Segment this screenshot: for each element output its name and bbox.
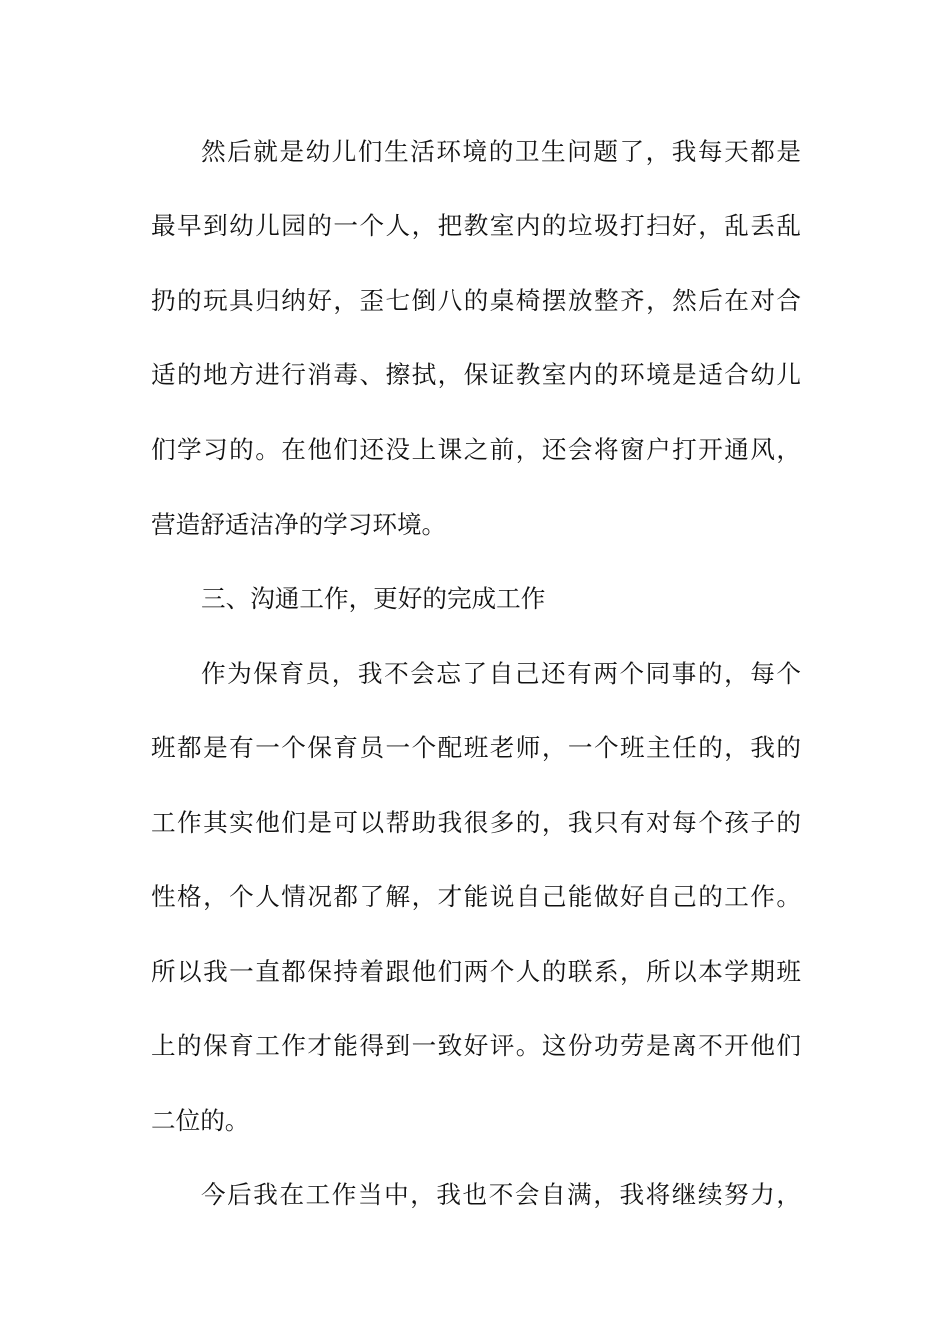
paragraph-line: 性格，个人情况都了解，才能说自己能做好自己的工作。 xyxy=(151,882,801,911)
paragraph-line: 工作其实他们是可以帮助我很多的，我只有对每个孩子的 xyxy=(151,808,801,837)
section-heading: 三、沟通工作，更好的完成工作 xyxy=(201,584,546,613)
paragraph-line: 们学习的。在他们还没上课之前，还会将窗户打开通风， xyxy=(151,435,801,464)
paragraph-line: 营造舒适洁净的学习环境。 xyxy=(151,510,447,539)
paragraph-line: 然后就是幼儿们生活环境的卫生问题了，我每天都是 xyxy=(201,137,801,166)
paragraph-line: 扔的玩具归纳好，歪七倒八的桌椅摆放整齐，然后在对合 xyxy=(151,286,801,315)
paragraph-line: 今后我在工作当中，我也不会自满，我将继续努力， xyxy=(201,1180,801,1209)
paragraph-line: 最早到幼儿园的一个人，把教室内的垃圾打扫好，乱丢乱 xyxy=(151,211,801,240)
paragraph-line: 适的地方进行消毒、擦拭，保证教室内的环境是适合幼儿 xyxy=(151,360,801,389)
paragraph-line: 二位的。 xyxy=(151,1106,250,1135)
paragraph-line: 作为保育员，我不会忘了自己还有两个同事的，每个 xyxy=(201,659,801,688)
paragraph-line: 所以我一直都保持着跟他们两个人的联系，所以本学期班 xyxy=(151,957,801,986)
paragraph-line: 班都是有一个保育员一个配班老师，一个班主任的，我的 xyxy=(151,733,801,762)
paragraph-line: 上的保育工作才能得到一致好评。这份功劳是离不开他们 xyxy=(151,1031,801,1060)
